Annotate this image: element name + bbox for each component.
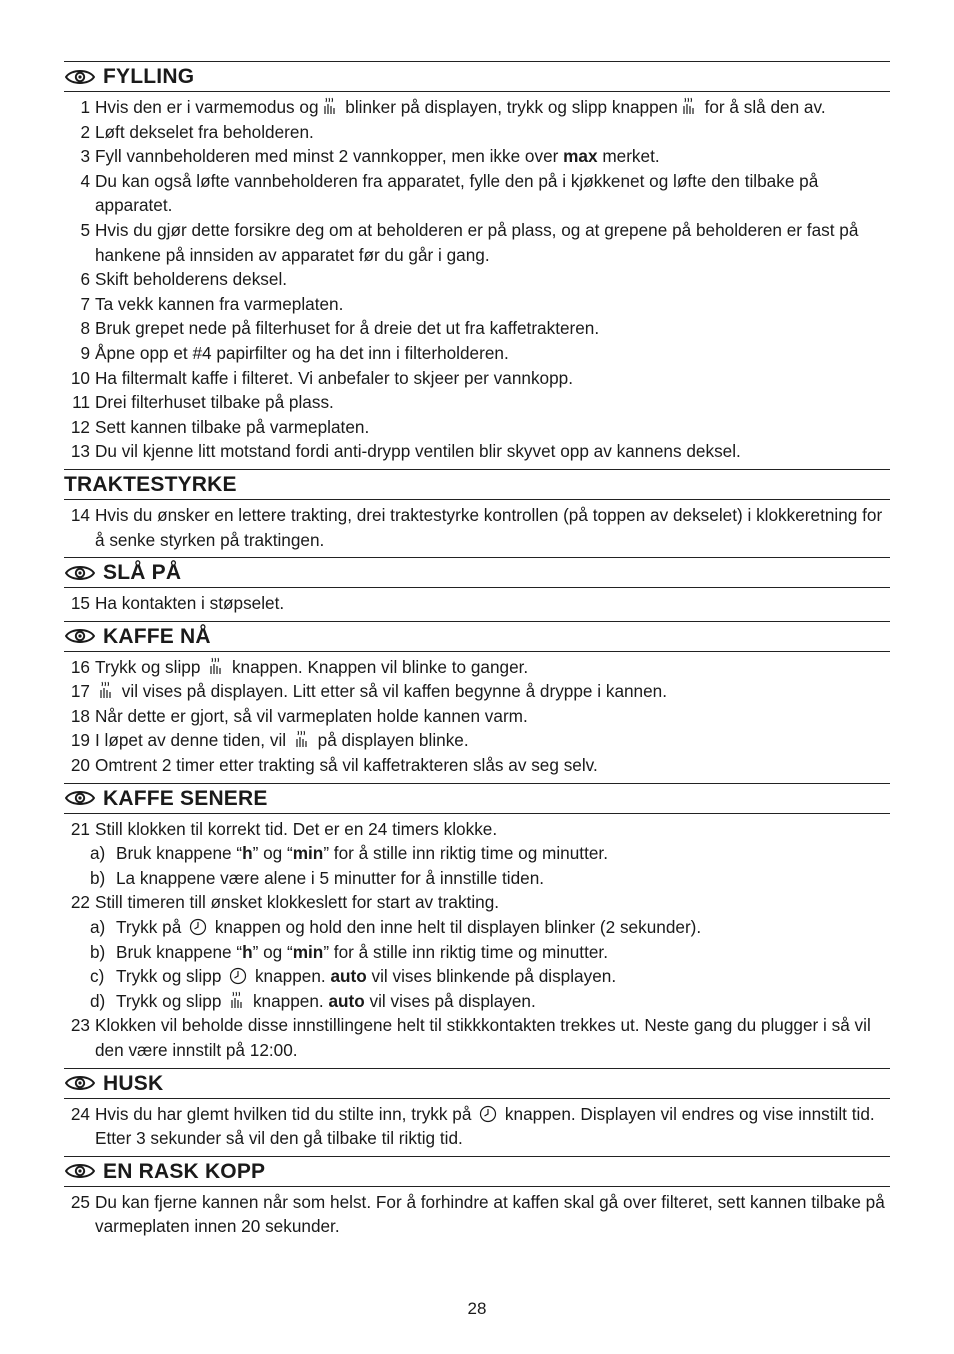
eye-icon xyxy=(65,68,95,86)
step-list xyxy=(64,1187,890,1239)
list-item: 7 Ta vekk kannen fra varmeplaten. xyxy=(80,293,344,314)
clock-icon xyxy=(189,918,207,936)
list-item: 24 Hvis du har glemt hvilken tid du stilte inn, trykk på knappen. Displayen vil endres og vise innstilt tid. Etter 3 sekunder så vil den gå tilbake til riktig tid. xyxy=(70,1103,875,1149)
eye-icon xyxy=(65,1074,95,1092)
list-item: 22 Still timeren till ønsket klokkeslett for start av trakting. xyxy=(70,892,500,913)
heat-steam-icon xyxy=(322,96,338,116)
section-title: EN RASK KOPP xyxy=(103,1159,266,1183)
list-item: 12 Sett kannen tilbake på varmeplaten. xyxy=(70,416,370,437)
list-item: 19 I løpet av denne tiden, vil på displayen blinke. xyxy=(70,730,469,751)
step-list xyxy=(64,814,890,1063)
step-list xyxy=(64,92,890,464)
list-item: 5 Hvis du gjør dette forsikre deg om at beholderen er på plass, og at grepene på beholderen er fast på hankene på innsiden av apparatet før du går i gang. xyxy=(80,219,859,265)
section-title: KAFFE NÅ xyxy=(103,624,211,648)
list-item: 23 Klokken vil beholde disse innstillingene helt til stikkkontakten trekkes ut. Neste gang du plugger i så vil den være innstilt på 12:00. xyxy=(70,1015,871,1060)
section-header-fylling xyxy=(64,61,890,92)
list-item: 15 Ha kontakten i støpselet. xyxy=(70,593,285,614)
list-item: 4 Du kan også løfte vannbeholderen fra apparatet, fylle den på i kjøkkenet og løfte den tilbake på apparatet. xyxy=(80,170,819,216)
heat-steam-icon xyxy=(229,990,245,1010)
sub-item: d) Trykk og slipp knappen. auto vil vises på displayen. xyxy=(90,990,536,1011)
step-list xyxy=(64,588,890,616)
list-item: 25 Du kan fjerne kannen når som helst. For å forhindre at kaffen skal gå over filteret, sett kannen tilbake på varmeplaten innen 20 sekunder. xyxy=(70,1191,885,1237)
list-item: 16 Trykk og slipp knappen. Knappen vil blinke to ganger. xyxy=(70,656,529,677)
eye-icon xyxy=(65,1162,95,1180)
list-item: 14 Hvis du ønsker en lettere trakting, drei traktestyrke kontrollen (på toppen av dekselet) i klokkeretning for å senke styrken på traktingen. xyxy=(70,504,883,550)
list-item: 13 Du vil kjenne litt motstand fordi anti-drypp ventilen blir skyvet opp av kannens deksel. xyxy=(70,441,741,462)
list-item: 6 Skift beholderens deksel. xyxy=(80,269,288,290)
list-item: 3 Fyll vannbeholderen med minst 2 vannkopper, men ikke over max merket. xyxy=(80,146,660,167)
section-header-kaffe-na xyxy=(64,621,890,652)
step-list xyxy=(64,1099,890,1151)
section-header-kaffe-senere xyxy=(64,783,890,814)
section-title: SLÅ PÅ xyxy=(103,561,182,585)
heat-steam-icon xyxy=(98,680,114,700)
list-item: 11 Drei filterhuset tilbake på plass. xyxy=(72,392,334,413)
list-item: 1 Hvis den er i varmemodus og blinker på displayen, trykk og slipp knappen for å slå den av. xyxy=(80,97,826,117)
sub-item: b) Bruk knappene “h” og “min” for å stille inn riktig time og minutter. xyxy=(90,941,608,962)
section-title: TRAKTESTYRKE xyxy=(64,472,237,496)
section-header-en-rask-kopp xyxy=(64,1156,890,1187)
list-item: 20 Omtrent 2 timer etter trakting så vil kaffetrakteren slås av seg selv. xyxy=(70,755,598,776)
sub-item: a) Bruk knappene “h” og “min” for å stille inn riktig time og minutter. xyxy=(90,843,608,864)
list-item: 9 Åpne opp et #4 papirfilter og ha det inn i filterholderen. xyxy=(80,342,509,363)
list-item: 21 Still klokken til korrekt tid. Det er en 24 timers klokke. xyxy=(70,818,498,839)
heat-steam-icon xyxy=(294,729,310,749)
list-item: 18 Når dette er gjort, så vil varmeplaten holde kannen varm. xyxy=(70,705,528,726)
section-header-traktestyrke xyxy=(64,469,890,500)
sub-item: b) La knappene være alene i 5 minutter for å innstille tiden. xyxy=(90,867,545,888)
section-header-sla-pa xyxy=(64,557,890,588)
section-title: KAFFE SENERE xyxy=(103,786,268,810)
section-header-husk xyxy=(64,1068,890,1099)
heat-steam-icon xyxy=(208,656,224,676)
eye-icon xyxy=(65,789,95,807)
clock-icon xyxy=(479,1105,497,1123)
list-item: 2 Løft dekselet fra beholderen. xyxy=(80,121,314,142)
sub-item: c) Trykk og slipp knappen. auto vil vises blinkende på displayen. xyxy=(90,966,617,987)
document-page xyxy=(64,61,890,1239)
eye-icon xyxy=(65,627,95,645)
step-list xyxy=(64,500,890,552)
list-item: 17 vil vises på displayen. Litt etter så vil kaffen begynne å dryppe i kannen. xyxy=(70,681,668,702)
page-number: 28 xyxy=(467,1299,487,1318)
sub-item: a) Trykk på knappen og hold den inne helt til displayen blinker (2 sekunder). xyxy=(90,917,702,938)
section-title: HUSK xyxy=(103,1071,164,1095)
list-item: 8 Bruk grepet nede på filterhuset for å dreie det ut fra kaffetrakteren. xyxy=(80,318,600,339)
eye-icon xyxy=(65,564,95,582)
list-item: 10 Ha filtermalt kaffe i filteret. Vi anbefaler to skjeer per vannkopp. xyxy=(70,367,573,388)
heat-steam-icon xyxy=(681,96,697,116)
clock-icon xyxy=(229,967,247,985)
section-title: FYLLING xyxy=(103,65,195,88)
step-list xyxy=(64,652,890,778)
